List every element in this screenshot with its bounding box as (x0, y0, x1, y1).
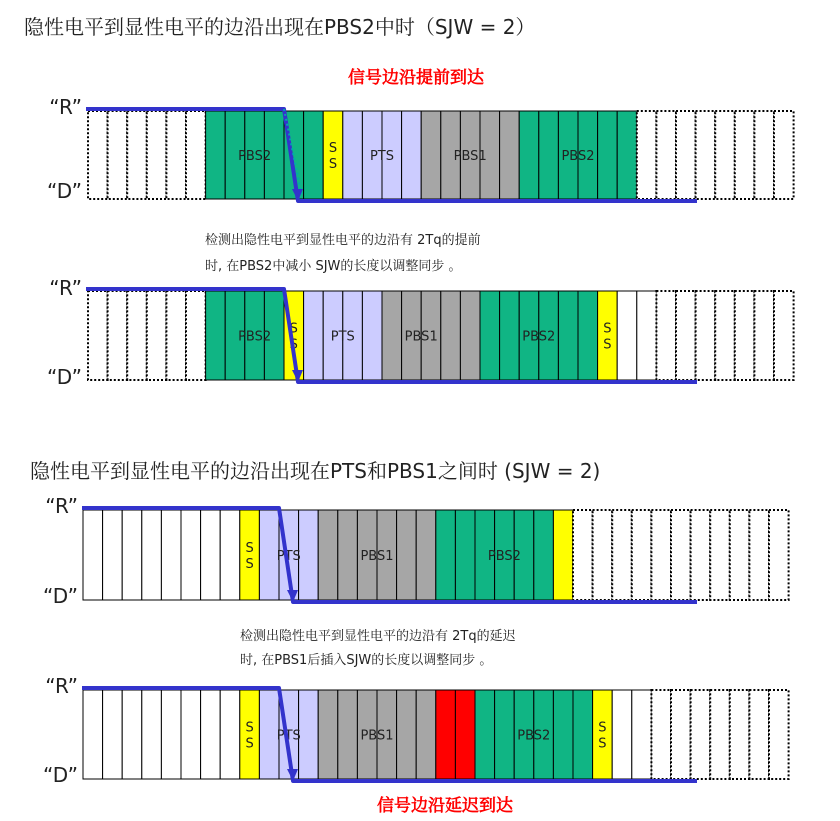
time-quantum-cell (495, 690, 515, 779)
time-quantum-cell (206, 291, 226, 380)
segment-label: S (245, 557, 254, 572)
time-quantum-cell (455, 510, 475, 600)
time-quantum-cell (127, 291, 147, 380)
segment-label: PBS2 (487, 549, 521, 564)
time-quantum-cell (715, 111, 735, 199)
time-quantum-cell (617, 111, 637, 199)
time-quantum-cell (632, 690, 652, 779)
time-quantum-cell (519, 111, 539, 199)
time-quantum-cell (573, 510, 593, 600)
segment-label: PTS (276, 728, 301, 744)
segment-label: PBS1 (453, 149, 487, 164)
time-quantum-cell (441, 291, 461, 380)
time-quantum-cell (127, 111, 147, 199)
time-quantum-cell (142, 690, 162, 779)
late-note-line2: 时, 在PBS1后插入SJW的长度以调整同步 。 (240, 653, 493, 668)
time-quantum-cell (147, 291, 167, 380)
time-quantum-cell (122, 690, 142, 779)
time-quantum-cell (671, 510, 691, 600)
time-quantum-cell (715, 291, 735, 380)
time-quantum-cell (617, 291, 637, 380)
recessive-level-label: “R” (45, 674, 78, 698)
time-quantum-cell (318, 690, 338, 779)
time-quantum-cell (539, 111, 559, 199)
time-quantum-cell (651, 690, 671, 779)
time-quantum-cell (637, 111, 657, 199)
recessive-level-label: “R” (49, 95, 82, 119)
time-quantum-cell (186, 291, 206, 380)
time-quantum-cell (612, 690, 632, 779)
segment-label: PTS (330, 329, 355, 345)
segment-label: PBS2 (238, 329, 272, 345)
segment-label: S (598, 736, 607, 752)
time-quantum-cell (460, 291, 480, 380)
time-quantum-cell (304, 111, 324, 199)
segment-label: S (328, 141, 338, 156)
segment-label: PBS1 (404, 329, 438, 345)
time-quantum-cell (362, 291, 382, 380)
time-quantum-cell (656, 291, 676, 380)
time-quantum-cell (691, 690, 711, 779)
time-quantum-cell (754, 111, 774, 199)
time-quantum-cell (382, 291, 402, 380)
segment-label: PBS1 (360, 728, 394, 744)
segment-label: S (603, 321, 612, 337)
time-quantum-cell (142, 510, 162, 600)
time-quantum-cell (475, 690, 495, 779)
section2-title: 隐性电平到显性电平的边沿出现在PTS和PBS1之间时 (SJW = 2) (30, 459, 601, 483)
late-subtitle: 信号边沿延迟到达 (377, 796, 513, 816)
dominant-level-label: “D” (47, 365, 82, 389)
diagram-early-before (47, 95, 794, 203)
time-quantum-cell (691, 510, 711, 600)
time-quantum-cell (730, 510, 750, 600)
early-note-line1: 检测出隐性电平到显性电平的边沿有 2Tq的提前 (205, 233, 481, 248)
time-quantum-cell (88, 111, 108, 199)
time-quantum-cell (397, 690, 417, 779)
time-quantum-cell (774, 111, 794, 199)
segment-label: PBS2 (561, 149, 595, 164)
time-quantum-cell (416, 690, 436, 779)
early-note-line2: 时, 在PBS2中减小 SJW的长度以调整同步 。 (205, 259, 462, 274)
time-quantum-cell (161, 510, 181, 600)
segment-label: PBS2 (522, 329, 556, 345)
time-quantum-cell (455, 690, 475, 779)
time-quantum-cell (637, 291, 657, 380)
diagram-late-before (43, 494, 789, 608)
time-quantum-cell (749, 510, 769, 600)
time-quantum-cell (397, 510, 417, 600)
time-quantum-cell (735, 291, 755, 380)
time-quantum-cell (436, 690, 456, 779)
segment-label: PBS2 (238, 149, 272, 164)
time-quantum-cell (299, 510, 319, 600)
time-quantum-cell (88, 291, 108, 380)
time-quantum-cell (338, 690, 358, 779)
time-quantum-cell (598, 111, 618, 199)
time-quantum-cell (166, 111, 186, 199)
time-quantum-cell (220, 510, 240, 600)
early-subtitle: 信号边沿提前到达 (348, 68, 484, 88)
time-quantum-cell (573, 690, 593, 779)
time-quantum-cell (774, 291, 794, 380)
time-quantum-cell (632, 510, 652, 600)
time-quantum-cell (730, 690, 750, 779)
time-quantum-cell (338, 510, 358, 600)
segment-label: PBS1 (360, 549, 394, 564)
segment-label: S (289, 321, 298, 337)
dominant-level-label: “D” (47, 179, 82, 203)
time-quantum-cell (553, 690, 573, 779)
segment-label: S (245, 720, 254, 736)
dominant-level-label: “D” (43, 584, 78, 608)
time-quantum-cell (710, 690, 730, 779)
time-quantum-cell (122, 510, 142, 600)
time-quantum-cell (220, 690, 240, 779)
segment-label: PTS (276, 549, 301, 564)
segment-label: S (245, 736, 254, 752)
time-quantum-cell (318, 510, 338, 600)
segment-label: PTS (369, 149, 395, 164)
late-note-line1: 检测出隐性电平到显性电平的边沿有 2Tq的延迟 (240, 629, 516, 644)
time-quantum-cell (186, 111, 206, 199)
time-quantum-cell (676, 111, 696, 199)
time-quantum-cell (769, 510, 789, 600)
dominant-level-label: “D” (43, 763, 78, 787)
time-quantum-cell (161, 690, 181, 779)
time-quantum-cell (83, 690, 103, 779)
time-quantum-cell (500, 291, 520, 380)
time-quantum-cell (671, 690, 691, 779)
time-quantum-cell (696, 291, 716, 380)
time-quantum-cell (558, 291, 578, 380)
time-quantum-cell (416, 510, 436, 600)
time-quantum-cell (651, 510, 671, 600)
time-quantum-cell (83, 510, 103, 600)
time-quantum-cell (710, 510, 730, 600)
time-quantum-cell (166, 291, 186, 380)
time-quantum-cell (343, 111, 363, 199)
recessive-level-label: “R” (49, 276, 82, 300)
time-quantum-cell (421, 111, 441, 199)
segment-label: S (328, 157, 338, 172)
segment-label: S (289, 337, 298, 353)
diagram-late-after (43, 674, 789, 787)
time-quantum-cell (103, 690, 123, 779)
time-quantum-cell (402, 111, 422, 199)
time-quantum-cell (749, 690, 769, 779)
time-quantum-cell (656, 111, 676, 199)
time-quantum-cell (578, 291, 598, 380)
segment-label: S (245, 541, 254, 556)
segment-label: PBS2 (517, 728, 551, 744)
time-quantum-cell (735, 111, 755, 199)
time-quantum-cell (181, 690, 201, 779)
time-quantum-cell (147, 111, 167, 199)
time-quantum-cell (612, 510, 632, 600)
time-quantum-cell (103, 510, 123, 600)
time-quantum-cell (436, 510, 456, 600)
time-quantum-cell (304, 291, 324, 380)
recessive-level-label: “R” (45, 494, 78, 518)
diagram-early-after (47, 276, 794, 389)
time-quantum-cell (201, 690, 221, 779)
time-quantum-cell (206, 111, 226, 199)
segment-label: S (603, 337, 612, 353)
time-quantum-cell (696, 111, 716, 199)
time-quantum-cell (754, 291, 774, 380)
time-quantum-cell (108, 291, 128, 380)
time-quantum-cell (534, 510, 554, 600)
section1-title: 隐性电平到显性电平的边沿出现在PBS2中时（SJW = 2） (24, 15, 536, 39)
time-quantum-cell (201, 510, 221, 600)
segment-label: S (598, 720, 607, 736)
time-quantum-cell (500, 111, 520, 199)
time-quantum-cell (181, 510, 201, 600)
time-quantum-cell (299, 690, 319, 779)
time-quantum-cell (769, 690, 789, 779)
time-quantum-cell (553, 510, 573, 600)
time-quantum-cell (480, 291, 500, 380)
time-quantum-cell (676, 291, 696, 380)
time-quantum-cell (593, 510, 613, 600)
time-quantum-cell (108, 111, 128, 199)
